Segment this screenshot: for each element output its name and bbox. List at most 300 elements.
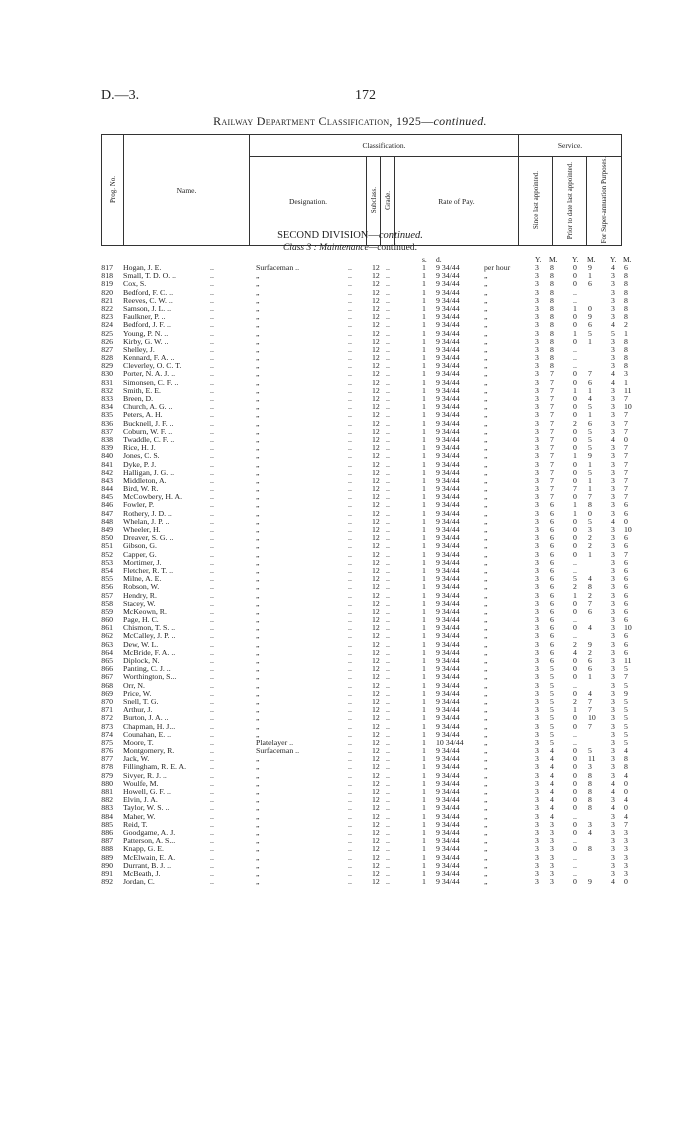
cell-prog-no: 843 (101, 475, 113, 485)
cell-subclass: 12 (372, 729, 380, 739)
cell-super-months: 0 (624, 434, 628, 444)
cell-since-months: 5 (550, 680, 554, 690)
cell-prior-months: 4 (588, 623, 592, 633)
cell-super-months: 6 (624, 541, 628, 551)
cell-since-months: 8 (550, 328, 554, 338)
cell-subclass: 12 (372, 475, 380, 485)
cell-pay-shillings: 1 (422, 459, 426, 469)
cell-designation-leader: .. (348, 729, 352, 739)
document-code: D.—3. (101, 88, 140, 103)
cell-prior-months: 8 (588, 787, 592, 796)
cell-pay-shillings: 1 (422, 279, 426, 289)
cell-super-months: 6 (624, 590, 628, 600)
cell-super-years: 3 (611, 500, 615, 510)
cell-subclass: 12 (372, 402, 380, 412)
cell-subclass: 12 (372, 615, 380, 625)
cell-name: Wheeler, H. (123, 525, 161, 534)
cell-prior-years: 0 (573, 525, 577, 534)
cell-prior-years: .. (573, 631, 577, 641)
cell-designation: „ (256, 549, 260, 559)
cell-name-leader: .. (210, 467, 214, 477)
cell-super-months: 1 (624, 328, 628, 338)
cell-subclass: 12 (372, 353, 380, 363)
cell-pay-shillings: 1 (422, 729, 426, 739)
cell-pay-unit: „ (484, 492, 488, 502)
cell-since-months: 6 (550, 647, 554, 657)
cell-prior-years: 1 (573, 328, 577, 338)
cell-prior-years: .. (573, 565, 577, 575)
cell-designation-leader: .. (348, 492, 352, 502)
cell-name-leader: .. (210, 361, 214, 371)
cell-super-years: 3 (611, 287, 615, 297)
cell-prior-months: 3 (588, 762, 592, 772)
cell-prog-no: 860 (101, 615, 113, 625)
cell-since-months: 7 (550, 402, 554, 412)
cell-name-leader: .. (210, 303, 214, 313)
cell-super-years: 3 (611, 795, 615, 805)
cell-name: Worthington, S... (123, 672, 177, 682)
cell-prior-months: 0 (588, 508, 592, 518)
cell-prior-years: .. (573, 287, 577, 297)
cell-since-years: 3 (535, 443, 539, 453)
cell-prior-months: 6 (588, 664, 592, 674)
cell-since-months: 4 (550, 746, 554, 756)
cell-subclass: 12 (372, 344, 380, 354)
cell-designation-leader: .. (348, 672, 352, 682)
cell-since-months: 7 (550, 459, 554, 469)
cell-since-months: 6 (550, 582, 554, 592)
cell-name: McKeown, R. (123, 606, 167, 616)
cell-subclass: 12 (372, 606, 380, 616)
cell-pay-shillings: 1 (422, 819, 426, 829)
cell-super-years: 3 (611, 541, 615, 551)
cell-prior-years: 0 (573, 459, 577, 469)
cell-pay-unit: „ (484, 508, 488, 518)
cell-grade-leader: .. (386, 271, 390, 281)
cell-super-months: 7 (624, 484, 628, 494)
cell-grade-leader: .. (386, 615, 390, 625)
cell-grade-leader: .. (386, 582, 390, 592)
cell-super-years: 3 (611, 762, 615, 772)
cell-designation-leader: .. (348, 271, 352, 281)
cell-subclass: 12 (372, 279, 380, 289)
cell-pay-shillings: 1 (422, 434, 426, 444)
cell-super-years: 3 (611, 688, 615, 698)
cell-since-months: 7 (550, 385, 554, 395)
cell-super-months: 3 (624, 860, 628, 870)
cell-pay-shillings: 1 (422, 868, 426, 878)
cell-designation: „ (256, 860, 260, 870)
cell-prog-no: 852 (101, 549, 113, 559)
cell-pay-pence: 9 34/44 (436, 827, 460, 837)
cell-super-months: 7 (624, 672, 628, 682)
cell-prior-years: 0 (573, 623, 577, 633)
cell-since-years: 3 (535, 402, 539, 412)
cell-name: Bedford, F. C. .. (123, 287, 174, 297)
cell-pay-shillings: 1 (422, 811, 426, 821)
cell-pay-shillings: 1 (422, 426, 426, 436)
cell-pay-unit: „ (484, 549, 488, 559)
cell-super-months: 5 (624, 729, 628, 739)
cell-prog-no: 830 (101, 369, 113, 379)
cell-since-years: 3 (535, 377, 539, 387)
cell-pay-shillings: 1 (422, 361, 426, 371)
cell-designation: „ (256, 500, 260, 510)
cell-pay-shillings: 1 (422, 606, 426, 616)
cell-name-leader: .. (210, 729, 214, 739)
cell-name: Moore, T. (123, 737, 154, 747)
cell-name-leader: .. (210, 827, 214, 837)
cell-pay-pence: 9 34/44 (436, 656, 460, 665)
cell-pay-shillings: 1 (422, 647, 426, 657)
cell-pay-unit: „ (484, 525, 488, 534)
cell-designation: Surfaceman .. (256, 263, 300, 272)
cell-prog-no: 865 (101, 656, 113, 665)
cell-prior-years: 0 (573, 672, 577, 682)
cell-since-years: 3 (535, 525, 539, 534)
cell-pay-pence: 9 34/44 (436, 344, 460, 354)
cell-prior-months: 2 (588, 541, 592, 551)
cell-super-years: 3 (611, 819, 615, 829)
cell-super-years: 4 (611, 877, 615, 887)
cell-super-months: 5 (624, 664, 628, 674)
title-suffix: continued. (433, 114, 487, 128)
cell-name-leader: .. (210, 639, 214, 649)
cell-super-months: 2 (624, 320, 628, 330)
cell-since-years: 3 (535, 516, 539, 526)
cell-name-leader: .. (210, 344, 214, 354)
cell-designation-leader: .. (348, 508, 352, 518)
cell-name-leader: .. (210, 525, 214, 534)
cell-super-months: 8 (624, 287, 628, 297)
cell-pay-unit: „ (484, 819, 488, 829)
cell-since-months: 5 (550, 696, 554, 706)
cell-designation: „ (256, 672, 260, 682)
cell-pay-unit: „ (484, 565, 488, 575)
cell-since-months: 4 (550, 770, 554, 780)
cell-prior-years: 0 (573, 754, 577, 764)
cell-since-years: 3 (535, 770, 539, 780)
cell-subclass: 12 (372, 664, 380, 674)
cell-prior-years: 0 (573, 803, 577, 813)
cell-super-months: 3 (624, 369, 628, 379)
cell-pay-shillings: 1 (422, 778, 426, 788)
cell-pay-pence: 9 34/44 (436, 803, 460, 813)
cell-pay-unit: „ (484, 664, 488, 674)
cell-grade-leader: .. (386, 434, 390, 444)
cell-name: Montgomery, R. (123, 746, 175, 756)
cell-prog-no: 856 (101, 582, 113, 592)
cell-designation: „ (256, 443, 260, 453)
cell-super-years: 3 (611, 647, 615, 657)
cell-grade-leader: .. (386, 868, 390, 878)
cell-since-years: 3 (535, 615, 539, 625)
cell-designation-leader: .. (348, 295, 352, 305)
cell-designation: „ (256, 484, 260, 494)
cell-prog-no: 889 (101, 852, 113, 862)
cell-subclass: 12 (372, 287, 380, 297)
cell-since-months: 8 (550, 295, 554, 305)
cell-prior-years: 0 (573, 606, 577, 616)
cell-designation: „ (256, 811, 260, 821)
cell-since-years: 3 (535, 361, 539, 371)
cell-super-months: 0 (624, 877, 628, 887)
cell-since-months: 7 (550, 369, 554, 379)
cell-subclass: 12 (372, 541, 380, 551)
cell-subclass: 12 (372, 705, 380, 715)
cell-super-years: 3 (611, 508, 615, 518)
cell-pay-shillings: 1 (422, 844, 426, 854)
cell-since-years: 3 (535, 320, 539, 330)
cell-name: Young, P. N. .. (123, 328, 169, 338)
cell-prior-years: 0 (573, 394, 577, 403)
cell-name-leader: .. (210, 647, 214, 657)
cell-since-years: 3 (535, 762, 539, 772)
cell-name-leader: .. (210, 402, 214, 412)
cell-name-leader: .. (210, 754, 214, 764)
cell-super-years: 3 (611, 737, 615, 747)
cell-designation: „ (256, 778, 260, 788)
cell-prior-months: 8 (588, 770, 592, 780)
cell-prior-years: 0 (573, 844, 577, 854)
cell-prior-months: 5 (588, 426, 592, 436)
cell-designation: „ (256, 606, 260, 616)
cell-super-months: 7 (624, 451, 628, 461)
cell-prior-months: 1 (588, 475, 592, 485)
cell-pay-pence: 9 34/44 (436, 565, 460, 575)
cell-prog-no: 827 (101, 344, 113, 354)
cell-since-years: 3 (535, 672, 539, 682)
cell-pay-unit: per hour (484, 263, 511, 272)
cell-since-months: 7 (550, 484, 554, 494)
cell-name-leader: .. (210, 418, 214, 428)
cell-pay-shillings: 1 (422, 746, 426, 756)
cell-prior-months: 11 (588, 754, 596, 764)
cell-designation-leader: .. (348, 467, 352, 477)
cell-since-years: 3 (535, 434, 539, 444)
cell-super-months: 8 (624, 762, 628, 772)
cell-prog-no: 850 (101, 533, 113, 543)
cell-pay-shillings: 1 (422, 320, 426, 330)
cell-since-years: 3 (535, 623, 539, 633)
cell-since-months: 7 (550, 377, 554, 387)
cell-since-years: 3 (535, 541, 539, 551)
cell-pay-unit: „ (484, 672, 488, 682)
cell-prior-years: .. (573, 295, 577, 305)
cell-name: Smith, E. E. (123, 385, 161, 395)
cell-super-months: 7 (624, 467, 628, 477)
cell-name-leader: .. (210, 549, 214, 559)
cell-pay-pence: 9 34/44 (436, 787, 460, 796)
cell-name-leader: .. (210, 459, 214, 469)
cell-super-years: 3 (611, 385, 615, 395)
cell-designation-leader: .. (348, 615, 352, 625)
cell-super-months: 5 (624, 680, 628, 690)
cell-designation-leader: .. (348, 836, 352, 846)
cell-super-months: 6 (624, 533, 628, 543)
cell-prior-months: 0 (588, 303, 592, 313)
cell-prog-no: 854 (101, 565, 113, 575)
cell-super-months: 6 (624, 508, 628, 518)
cell-since-months: 6 (550, 656, 554, 665)
cell-since-years: 3 (535, 369, 539, 379)
cell-since-months: 7 (550, 475, 554, 485)
cell-pay-pence: 9 34/44 (436, 778, 460, 788)
cell-super-years: 3 (611, 549, 615, 559)
cell-super-years: 3 (611, 533, 615, 543)
cell-name: Diplock, N. (123, 656, 160, 665)
cell-grade-leader: .. (386, 344, 390, 354)
cell-prior-months: 3 (588, 525, 592, 534)
cell-grade-leader: .. (386, 533, 390, 543)
cell-prior-years: 2 (573, 418, 577, 428)
unit-months-since: M. (549, 255, 558, 264)
cell-prog-no: 880 (101, 778, 113, 788)
cell-super-months: 4 (624, 770, 628, 780)
cell-name-leader: .. (210, 656, 214, 665)
cell-name: Small, T. D. O. .. (123, 271, 176, 281)
cell-name: Reeves, C. W. .. (123, 295, 173, 305)
cell-subclass: 12 (372, 639, 380, 649)
cell-since-years: 3 (535, 868, 539, 878)
header-subclass: Subclass. (367, 157, 381, 246)
cell-prior-years: .. (573, 852, 577, 862)
cell-designation-leader: .. (348, 353, 352, 363)
cell-name: Faulkner, P. .. (123, 312, 166, 322)
cell-since-months: 6 (550, 623, 554, 633)
cell-name-leader: .. (210, 263, 214, 272)
cell-super-years: 3 (611, 868, 615, 878)
header-classification: Classification. (250, 135, 519, 157)
cell-designation-leader: .. (348, 606, 352, 616)
cell-pay-pence: 9 34/44 (436, 525, 460, 534)
cell-designation-leader: .. (348, 344, 352, 354)
cell-prog-no: 857 (101, 590, 113, 600)
cell-grade-leader: .. (386, 770, 390, 780)
cell-prior-years: 2 (573, 582, 577, 592)
header-grade: Grade. (381, 157, 395, 246)
cell-subclass: 12 (372, 623, 380, 633)
cell-designation: „ (256, 336, 260, 346)
cell-designation-leader: .. (348, 516, 352, 526)
cell-super-years: 3 (611, 426, 615, 436)
cell-grade-leader: .. (386, 696, 390, 706)
cell-prog-no: 874 (101, 729, 113, 739)
cell-subclass: 12 (372, 598, 380, 608)
cell-prior-years: .. (573, 615, 577, 625)
cell-prior-months: 1 (588, 336, 592, 346)
cell-name-leader: .. (210, 819, 214, 829)
cell-name-leader: .. (210, 770, 214, 780)
cell-prior-years: .. (573, 868, 577, 878)
cell-subclass: 12 (372, 631, 380, 641)
cell-super-months: 10 (624, 623, 632, 633)
cell-super-years: 3 (611, 590, 615, 600)
cell-subclass: 12 (372, 443, 380, 453)
cell-super-months: 0 (624, 778, 628, 788)
cell-grade-leader: .. (386, 721, 390, 731)
cell-prog-no: 817 (101, 263, 113, 272)
cell-designation-leader: .. (348, 475, 352, 485)
cell-designation-leader: .. (348, 549, 352, 559)
cell-prog-no: 839 (101, 443, 113, 453)
cell-grade-leader: .. (386, 549, 390, 559)
cell-pay-unit: „ (484, 590, 488, 600)
cell-prior-years: 1 (573, 705, 577, 715)
cell-pay-shillings: 1 (422, 353, 426, 363)
cell-name: Middleton, A. (123, 475, 167, 485)
cell-designation: Surfaceman .. (256, 746, 300, 756)
cell-prog-no: 849 (101, 525, 113, 534)
cell-designation: „ (256, 402, 260, 412)
cell-designation: „ (256, 819, 260, 829)
cell-super-months: 6 (624, 574, 628, 584)
cell-prog-no: 834 (101, 402, 113, 412)
cell-designation: „ (256, 434, 260, 444)
cell-prog-no: 864 (101, 647, 113, 657)
cell-name-leader: .. (210, 508, 214, 518)
cell-super-years: 3 (611, 394, 615, 403)
cell-prog-no: 859 (101, 606, 113, 616)
cell-since-years: 3 (535, 418, 539, 428)
cell-super-years: 3 (611, 574, 615, 584)
cell-pay-pence: 9 34/44 (436, 353, 460, 363)
cell-prog-no: 824 (101, 320, 113, 330)
cell-prior-years: .. (573, 353, 577, 363)
cell-grade-leader: .. (386, 303, 390, 313)
cell-subclass: 12 (372, 688, 380, 698)
cell-designation-leader: .. (348, 312, 352, 322)
cell-since-months: 5 (550, 737, 554, 747)
cell-designation: „ (256, 705, 260, 715)
cell-pay-pence: 9 34/44 (436, 623, 460, 633)
cell-since-years: 3 (535, 803, 539, 813)
cell-subclass: 12 (372, 844, 380, 854)
cell-name-leader: .. (210, 541, 214, 551)
cell-designation-leader: .. (348, 541, 352, 551)
cell-pay-pence: 9 34/44 (436, 475, 460, 485)
cell-since-years: 3 (535, 484, 539, 494)
cell-pay-pence: 9 34/44 (436, 336, 460, 346)
cell-prior-years: 0 (573, 549, 577, 559)
cell-grade-leader: .. (386, 787, 390, 796)
cell-name: Rothery, J. D. .. (123, 508, 172, 518)
cell-prior-years: 0 (573, 320, 577, 330)
cell-prog-no: 883 (101, 803, 113, 813)
cell-name: McBeath, J. (123, 868, 161, 878)
cell-since-months: 4 (550, 803, 554, 813)
cell-pay-shillings: 1 (422, 852, 426, 862)
cell-designation-leader: .. (348, 778, 352, 788)
cell-designation: „ (256, 787, 260, 796)
cell-designation: „ (256, 533, 260, 543)
cell-since-months: 8 (550, 361, 554, 371)
cell-name-leader: .. (210, 737, 214, 747)
cell-prior-months: 6 (588, 606, 592, 616)
cell-designation: „ (256, 664, 260, 674)
header-since-last-appointed: Since last appointed. (519, 157, 553, 246)
cell-pay-unit: „ (484, 475, 488, 485)
cell-pay-unit: „ (484, 410, 488, 420)
cell-pay-shillings: 1 (422, 590, 426, 600)
cell-designation-leader: .. (348, 762, 352, 772)
cell-name-leader: .. (210, 664, 214, 674)
cell-subclass: 12 (372, 696, 380, 706)
cell-super-months: 8 (624, 295, 628, 305)
cell-since-months: 7 (550, 443, 554, 453)
cell-designation-leader: .. (348, 852, 352, 862)
cell-super-months: 8 (624, 312, 628, 322)
